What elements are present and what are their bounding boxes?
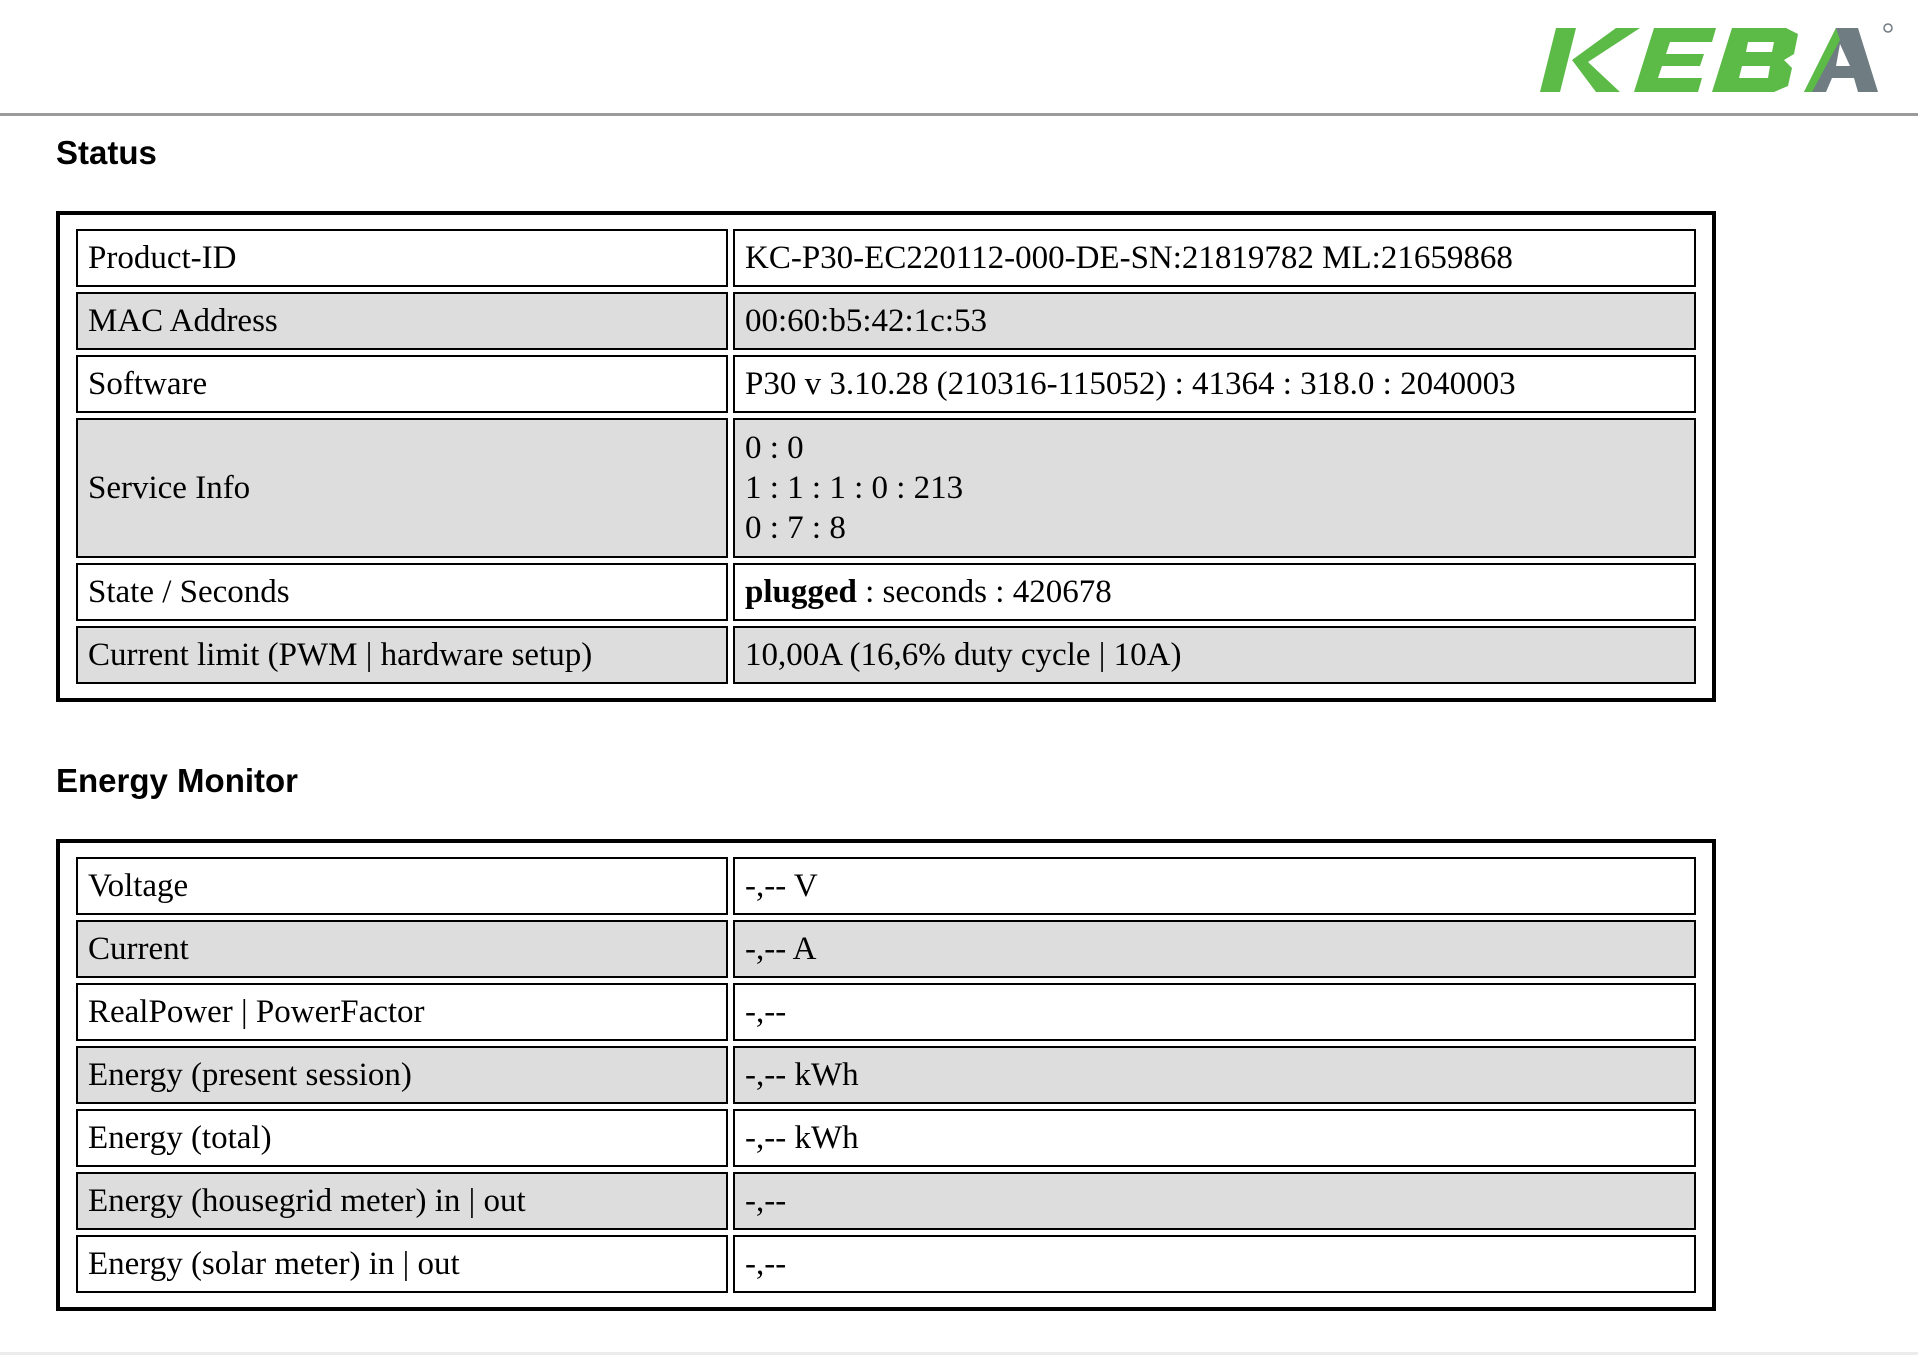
status-panel [56,211,1716,702]
state-text: plugged [745,574,857,610]
solar-meter-label: Energy (solar meter) in | out [76,1235,728,1293]
product-id-value: KC-P30-EC220112-000-DE-SN:21819782 ML:21659868 [733,229,1696,287]
service-info-value [733,418,1696,558]
bottom-divider [0,1352,1918,1355]
energy-monitor-title: Energy Monitor [56,762,299,799]
current-limit-label: Current limit (PWM | hardware setup) [76,626,728,684]
housegrid-meter-value: -,-- [733,1172,1696,1230]
mac-address-label: MAC Address [76,292,728,350]
voltage-value: -,-- V [733,857,1696,915]
table-row [76,1172,1696,1230]
realpower-label: RealPower | PowerFactor [76,983,728,1041]
keba-logo [1536,20,1896,100]
energy-session-label: Energy (present session) [76,1046,728,1104]
table-row [76,1109,1696,1167]
mac-address-value: 00:60:b5:42:1c:53 [733,292,1696,350]
table-row [76,292,1696,350]
energy-session-value: -,-- kWh [733,1046,1696,1104]
table-row [76,920,1696,978]
header-bar [0,0,1918,116]
voltage-label: Voltage [76,857,728,915]
service-info-label: Service Info [76,418,728,558]
service-info-line: 0 : 7 : 8 [745,510,846,546]
current-limit-value: 10,00A (16,6% duty cycle | 10A) [733,626,1696,684]
table-row [76,355,1696,413]
state-seconds-value [733,563,1696,621]
energy-total-value: -,-- kWh [733,1109,1696,1167]
table-row [76,563,1696,621]
current-value: -,-- A [733,920,1696,978]
state-seconds-label: State / Seconds [76,563,728,621]
table-row [76,1046,1696,1104]
service-info-line: 1 : 1 : 1 : 0 : 213 [745,470,964,506]
table-row [76,418,1696,558]
software-label: Software [76,355,728,413]
realpower-value: -,-- [733,983,1696,1041]
energy-total-label: Energy (total) [76,1109,728,1167]
solar-meter-value: -,-- [733,1235,1696,1293]
product-id-label: Product-ID [76,229,728,287]
table-row [76,626,1696,684]
table-row [76,229,1696,287]
service-info-line: 0 : 0 [745,430,804,466]
software-value: P30 v 3.10.28 (210316-115052) : 41364 : 318.0 : 2040003 [733,355,1696,413]
table-row [76,983,1696,1041]
current-label: Current [76,920,728,978]
energy-panel [56,839,1716,1311]
status-title: Status [56,134,157,171]
status-table [71,224,1701,689]
table-row [76,857,1696,915]
seconds-text: : seconds : 420678 [856,574,1112,610]
energy-table [71,852,1701,1298]
table-row [76,1235,1696,1293]
housegrid-meter-label: Energy (housegrid meter) in | out [76,1172,728,1230]
